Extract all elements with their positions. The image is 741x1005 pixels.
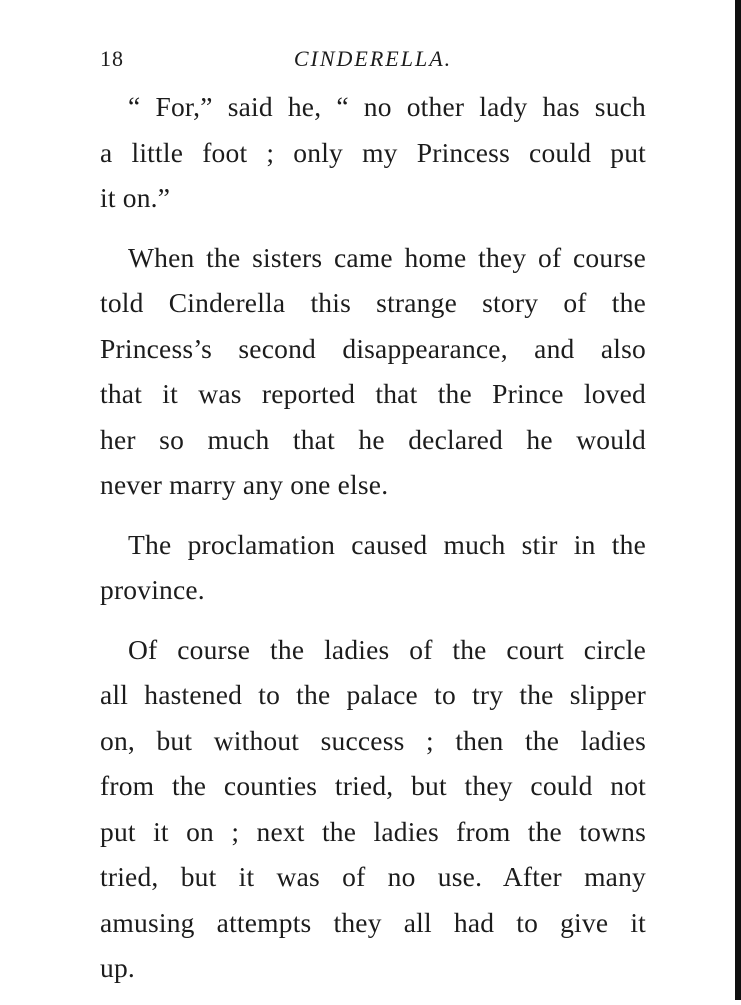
text-line: When the sisters came home they of course <box>128 241 646 273</box>
text-line: never marry any one else. <box>100 469 389 500</box>
text-line: her so much that he declared he would <box>100 423 646 455</box>
text-line: Princess’s second disappearance, and also <box>100 332 646 364</box>
running-title: CINDERELLA. <box>293 46 453 71</box>
body-text <box>100 84 646 1005</box>
text-line: all hastened to the palace to try the slipper <box>100 679 646 710</box>
text-line: a little foot ; only my Princess could put <box>100 136 646 168</box>
text-line: The proclamation caused much stir in the <box>128 528 646 560</box>
running-head <box>100 46 646 74</box>
text-line: tried, but it was of no use. After many <box>100 861 646 892</box>
paragraph <box>100 84 646 221</box>
text-line: “ For,” said he, “ no other lady has such <box>128 91 646 122</box>
paragraph <box>100 627 646 991</box>
paragraph <box>100 235 646 508</box>
text-line: that it was reported that the Prince loved <box>100 378 646 409</box>
text-line: up. <box>100 952 135 983</box>
text-line: put it on ; next the ladies from the towns <box>100 815 646 847</box>
text-line: province. <box>100 574 205 605</box>
paragraph <box>100 522 646 613</box>
text-line: Of course the ladies of the court circle <box>128 633 646 665</box>
text-line: on, but without success ; then the ladies <box>100 724 646 756</box>
text-line: told Cinderella this strange story of the <box>100 287 646 318</box>
text-line: it on.” <box>100 182 171 213</box>
text-line: amusing attempts they all had to give it <box>100 906 646 938</box>
page-number: 18 <box>100 46 124 71</box>
text-line: from the counties tried, but they could not <box>100 770 646 801</box>
page-edge-shadow <box>735 0 741 1000</box>
